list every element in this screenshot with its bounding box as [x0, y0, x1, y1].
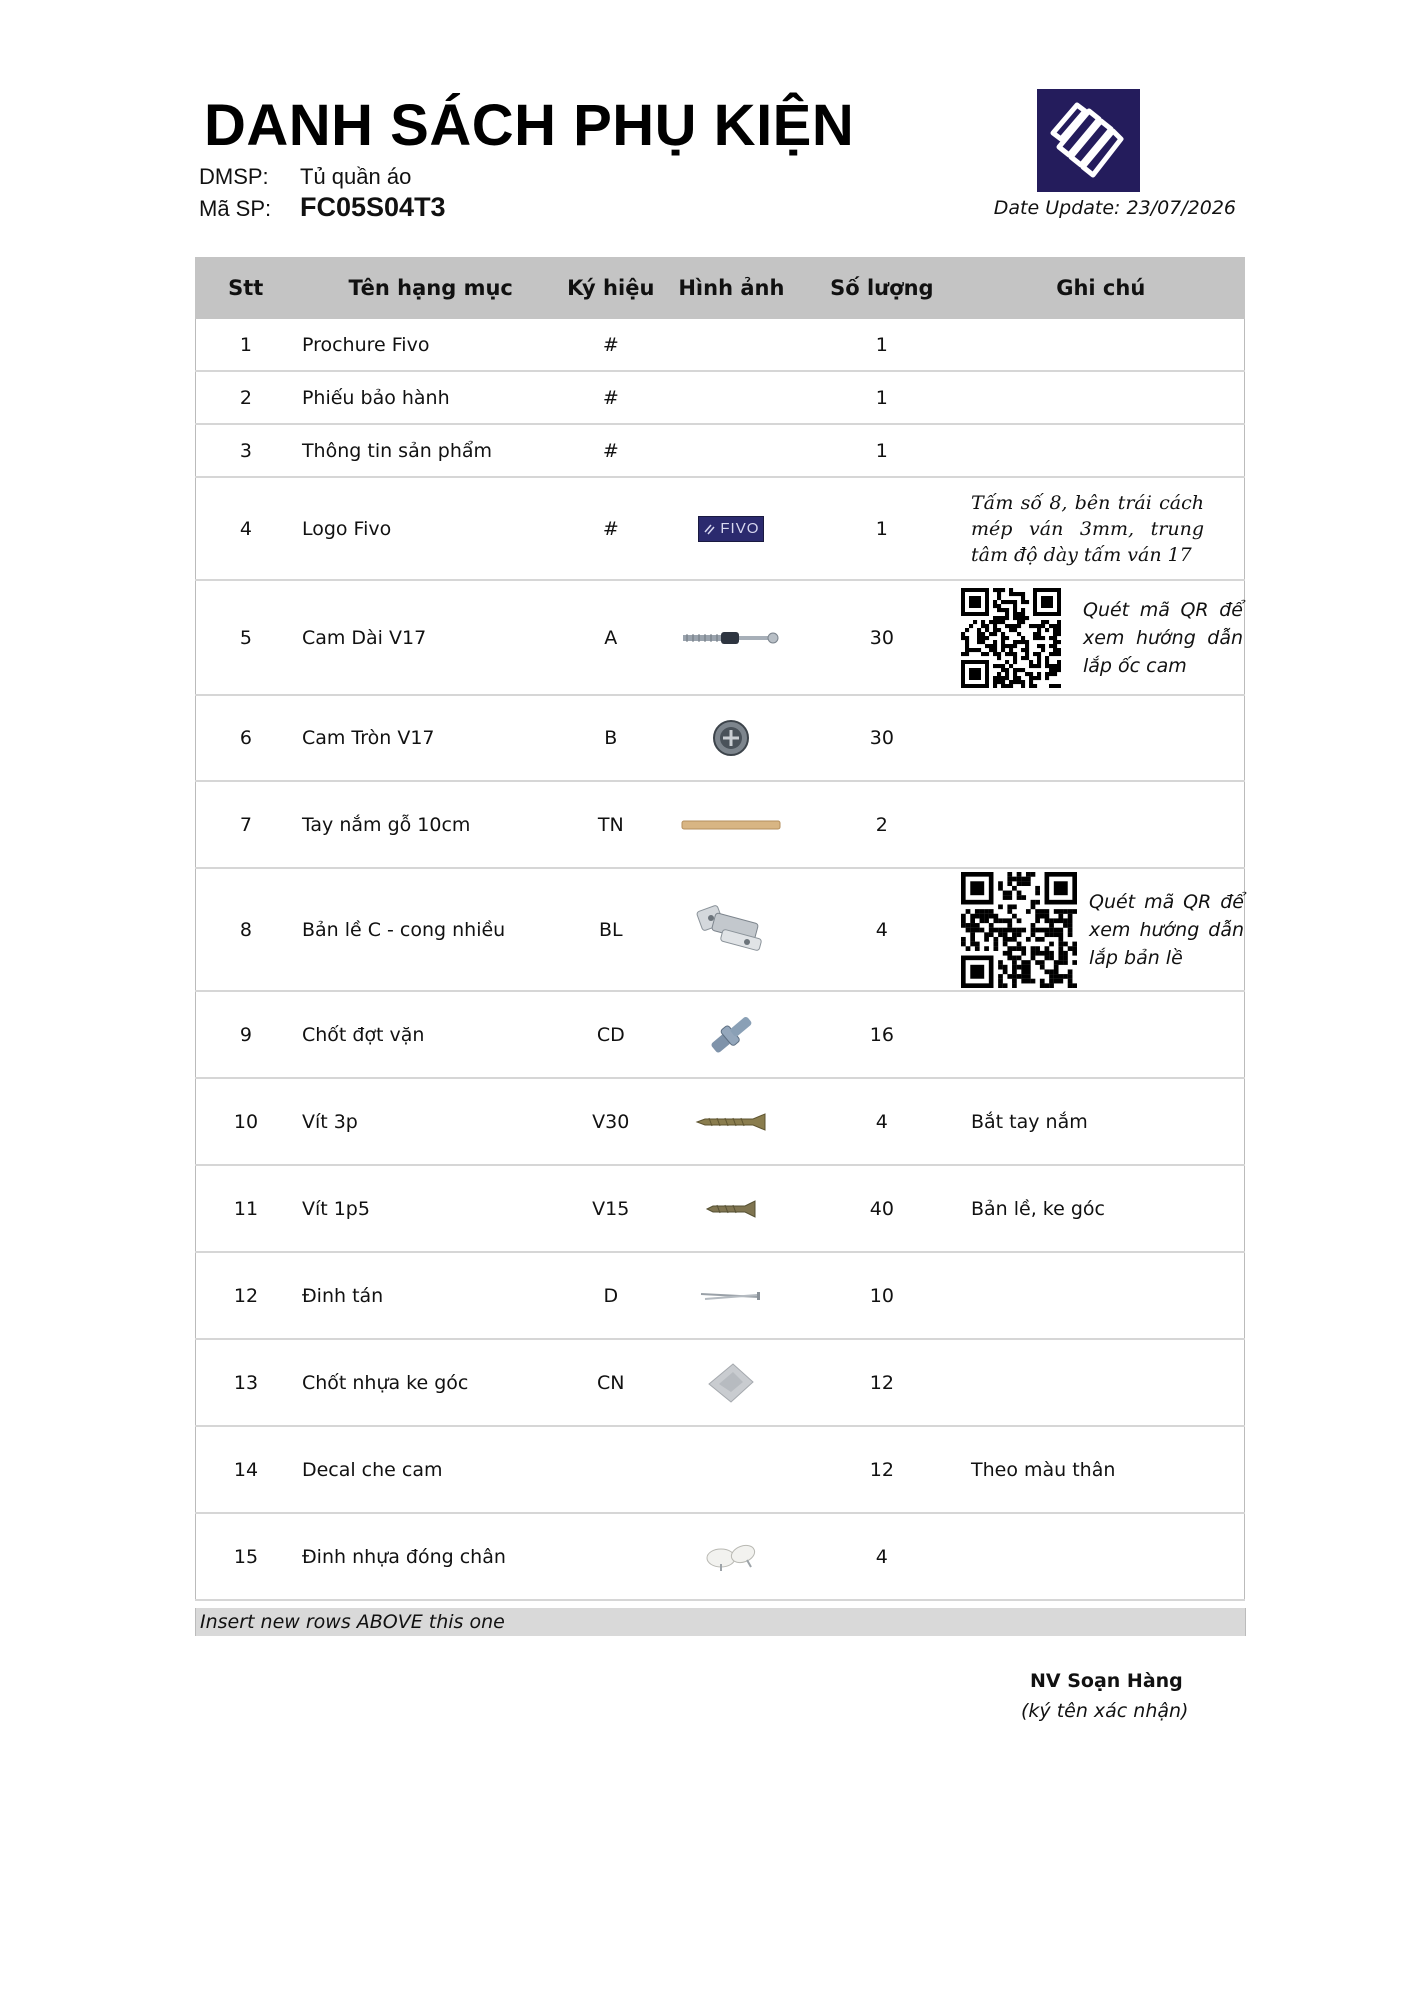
cell-name: Đinh nhựa đóng chân — [296, 1513, 565, 1600]
note-text: Quét mã QR để xem hướng dẫn lắp ốc cam — [1083, 598, 1243, 677]
cell-symbol: D — [565, 1252, 656, 1339]
plastic-foot-nail-icon — [703, 1542, 759, 1572]
cell-note: Bắt tay nắm — [957, 1078, 1245, 1165]
cell-qty: 4 — [807, 1513, 957, 1600]
table-row — [196, 1252, 1245, 1339]
table-row — [196, 868, 1245, 991]
qr-code-icon — [961, 588, 1061, 688]
cell-stt: 11 — [196, 1165, 296, 1252]
table-row — [196, 695, 1245, 781]
cell-image — [656, 991, 807, 1078]
cell-qty: 1 — [807, 424, 957, 477]
cell-note — [957, 991, 1245, 1078]
cell-stt: 12 — [196, 1252, 296, 1339]
col-header-qty: Số lượng — [807, 257, 957, 319]
table-row — [196, 371, 1245, 424]
cell-image — [656, 1165, 807, 1252]
cell-name: Prochure Fivo — [296, 319, 565, 371]
table-row — [196, 580, 1245, 695]
cell-qty: 30 — [807, 695, 957, 781]
cell-image — [656, 1426, 807, 1513]
cell-stt: 1 — [196, 319, 296, 371]
cell-note: Theo màu thân — [957, 1426, 1245, 1513]
cell-stt: 7 — [196, 781, 296, 868]
cell-qty: 40 — [807, 1165, 957, 1252]
page-title: DANH SÁCH PHỤ KIỆN — [204, 93, 855, 158]
table-row — [196, 1078, 1245, 1165]
col-header-symbol: Ký hiệu — [565, 257, 656, 319]
cell-symbol: # — [565, 424, 656, 477]
cell-name: Chốt nhựa ke góc — [296, 1339, 565, 1426]
cell-note: Bản lề, ke góc — [957, 1165, 1245, 1252]
cell-symbol: A — [565, 580, 656, 695]
cell-qty: 1 — [807, 371, 957, 424]
col-header-name: Tên hạng mục — [296, 257, 565, 319]
signature-subtitle: (ký tên xác nhận) — [1021, 1700, 1189, 1722]
cell-image — [656, 580, 807, 695]
plastic-bracket-icon — [705, 1360, 757, 1406]
cell-symbol: V15 — [565, 1165, 656, 1252]
cell-name: Thông tin sản phẩm — [296, 424, 565, 477]
cell-qty: 30 — [807, 580, 957, 695]
cell-qty: 4 — [807, 868, 957, 991]
note-text: Quét mã QR để xem hướng dẫn lắp bản lề — [1089, 890, 1244, 969]
table-row — [196, 781, 1245, 868]
cell-image — [656, 781, 807, 868]
accessories-table — [195, 257, 1245, 1601]
cell-note — [957, 1513, 1245, 1600]
cell-symbol: B — [565, 695, 656, 781]
masp-value: FC05S04T3 — [300, 192, 446, 222]
cell-stt: 4 — [196, 477, 296, 580]
cell-note — [957, 319, 1245, 371]
note-text: Tấm số 8, bên trái cách mép ván 3mm, trung tâm độ dày tấm ván 17 — [971, 491, 1204, 566]
cell-symbol: CN — [565, 1339, 656, 1426]
wood-handle-icon — [681, 819, 781, 831]
table-row — [196, 1165, 1245, 1252]
cell-symbol — [565, 1426, 656, 1513]
cell-note — [957, 424, 1245, 477]
cell-qty: 4 — [807, 1078, 957, 1165]
long-cam-bolt-icon — [681, 628, 781, 648]
cell-qty: 2 — [807, 781, 957, 868]
cell-qty: 10 — [807, 1252, 957, 1339]
fivo-logo-text: FIVO — [720, 520, 760, 537]
cell-symbol: BL — [565, 868, 656, 991]
cell-image — [656, 1078, 807, 1165]
cell-name: Cam Tròn V17 — [296, 695, 565, 781]
table-row — [196, 1339, 1245, 1426]
cell-stt: 9 — [196, 991, 296, 1078]
table-row — [196, 424, 1245, 477]
cell-qty: 1 — [807, 477, 957, 580]
cell-name: Bản lề C - cong nhiều — [296, 868, 565, 991]
cell-image — [656, 868, 807, 991]
cell-qty: 16 — [807, 991, 957, 1078]
cell-image — [656, 1252, 807, 1339]
cell-stt: 13 — [196, 1339, 296, 1426]
cell-stt: 5 — [196, 580, 296, 695]
cell-stt: 3 — [196, 424, 296, 477]
signature-title: NV Soạn Hàng — [1030, 1670, 1183, 1692]
dmsp-label: DMSP: — [199, 164, 269, 189]
table-row — [196, 991, 1245, 1078]
date-update: Date Update: 23/07/2026 — [993, 197, 1236, 219]
cell-note — [957, 580, 1245, 695]
cell-symbol: CD — [565, 991, 656, 1078]
cell-name: Tay nắm gỗ 10cm — [296, 781, 565, 868]
col-header-stt: Stt — [196, 257, 296, 319]
nail-icon — [699, 1288, 763, 1304]
table-row — [196, 477, 1245, 580]
cell-image — [656, 1339, 807, 1426]
cell-stt: 6 — [196, 695, 296, 781]
cell-stt: 15 — [196, 1513, 296, 1600]
cell-note — [957, 781, 1245, 868]
cell-image — [656, 424, 807, 477]
cell-note — [957, 868, 1245, 991]
fivo-logo-badge — [698, 516, 764, 542]
cell-symbol: # — [565, 319, 656, 371]
cell-image — [656, 319, 807, 371]
cell-stt: 8 — [196, 868, 296, 991]
cell-image — [656, 695, 807, 781]
cell-name: Phiếu bảo hành — [296, 371, 565, 424]
cell-qty: 12 — [807, 1339, 957, 1426]
cell-name: Logo Fivo — [296, 477, 565, 580]
cell-image — [656, 1513, 807, 1600]
table-header-row — [196, 257, 1245, 319]
cell-name: Decal che cam — [296, 1426, 565, 1513]
cell-symbol: TN — [565, 781, 656, 868]
cell-name: Chốt đợt vặn — [296, 991, 565, 1078]
cell-note — [957, 1339, 1245, 1426]
cell-name: Đinh tán — [296, 1252, 565, 1339]
hinge-icon — [691, 900, 771, 960]
qr-code-icon — [961, 872, 1077, 988]
table-row — [196, 1513, 1245, 1600]
cell-image — [656, 371, 807, 424]
cell-note — [957, 371, 1245, 424]
cell-note — [957, 695, 1245, 781]
cell-note — [957, 477, 1245, 580]
cell-name: Vít 1p5 — [296, 1165, 565, 1252]
fivo-mark-icon — [703, 522, 717, 536]
cell-stt: 14 — [196, 1426, 296, 1513]
cell-note — [957, 1252, 1245, 1339]
cell-stt: 10 — [196, 1078, 296, 1165]
insert-rows-note-bar — [195, 1608, 1246, 1636]
col-header-image: Hình ảnh — [656, 257, 807, 319]
masp-label: Mã SP: — [199, 196, 272, 221]
cell-symbol: # — [565, 371, 656, 424]
cell-name: Cam Dài V17 — [296, 580, 565, 695]
insert-rows-note: Insert new rows ABOVE this one — [200, 1611, 505, 1633]
table-row — [196, 1426, 1245, 1513]
shelf-pin-icon — [703, 1009, 759, 1061]
cell-qty: 1 — [807, 319, 957, 371]
cell-stt: 2 — [196, 371, 296, 424]
screw-long-icon — [695, 1112, 767, 1132]
cell-symbol: # — [565, 477, 656, 580]
cell-symbol: V30 — [565, 1078, 656, 1165]
screw-short-icon — [705, 1199, 757, 1219]
cell-symbol — [565, 1513, 656, 1600]
cell-qty: 12 — [807, 1426, 957, 1513]
cell-name: Vít 3p — [296, 1078, 565, 1165]
col-header-note: Ghi chú — [957, 257, 1245, 319]
dmsp-value: Tủ quần áo — [300, 164, 412, 189]
brand-logo-icon — [1037, 89, 1140, 192]
cell-image — [656, 477, 807, 580]
table-row — [196, 319, 1245, 371]
round-cam-icon — [709, 716, 753, 760]
